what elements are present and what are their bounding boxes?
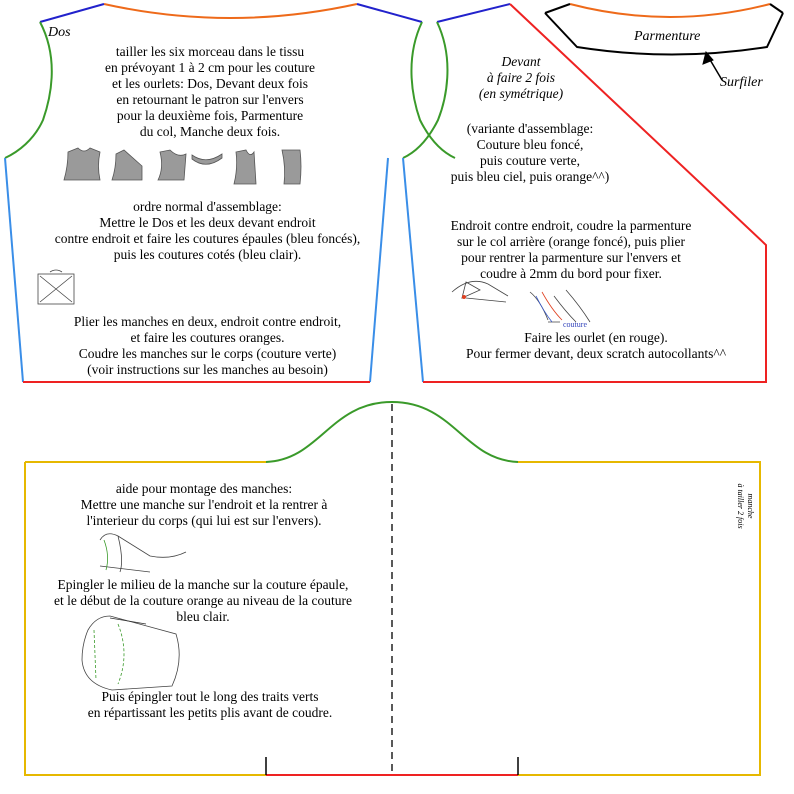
dos-sleeves xyxy=(20,314,395,378)
manche-final xyxy=(40,689,380,721)
manche-pin xyxy=(28,577,378,625)
devant-hem-line: Faire les ourlet (en rouge). xyxy=(524,330,668,345)
dos-left-shoulder-seam xyxy=(40,4,104,22)
thumb-parmenture xyxy=(192,154,222,164)
devant-hem-line: Pour fermer devant, deux scratch autocollants^^ xyxy=(465,346,727,361)
dos-intro-line: du col, Manche deux fois. xyxy=(139,124,281,139)
manche-final-line: Puis épingler tout le long des traits verts xyxy=(101,689,319,704)
thumb-manche-2 xyxy=(282,150,301,184)
devant-variant-line: (variante d'assemblage: xyxy=(466,121,594,136)
devant-variant-line: Couture bleu foncé, xyxy=(476,137,584,152)
devant-title-line: (en symétrique) xyxy=(478,86,564,101)
parmenture-sketch-2 xyxy=(530,290,590,322)
dos-sleeves-line: Plier les manches en deux, endroit contre endroit, xyxy=(73,314,342,329)
devant-parmenture-line: Endroit contre endroit, coudre la parmenture xyxy=(450,218,692,233)
dos-intro-line: tailler les six morceau dans le tissu xyxy=(115,44,305,59)
devant-parmenture-line: pour rentrer la parmenture sur l'envers et xyxy=(461,250,681,265)
pattern-pieces-thumbnails xyxy=(64,148,301,184)
dos-assembly xyxy=(20,199,395,263)
dos-sleeves-line: (voir instructions sur les manches au besoin) xyxy=(87,362,328,377)
parmenture-neck-seam xyxy=(570,4,770,17)
manche-pin-line: Epingler le milieu de la manche sur la couture épaule, xyxy=(57,577,349,592)
dos-intro-line: en prévoyant 1 à 2 cm pour les couture xyxy=(105,60,315,75)
dos-sleeves-line: Coudre les manches sur le corps (couture verte) xyxy=(78,346,337,361)
dos-intro xyxy=(70,44,350,140)
devant-title-line: Devant xyxy=(501,54,541,69)
dos-folding-sketch xyxy=(38,270,74,304)
devant-variant-line: puis bleu ciel, puis orange^^) xyxy=(450,169,610,184)
manche-help xyxy=(44,481,364,529)
dos-assembly-line: Mettre le Dos et les deux devant endroit xyxy=(99,215,316,230)
devant-side-seam xyxy=(403,158,423,382)
devant-parmenture-steps xyxy=(436,218,706,282)
devant-shoulder-seam xyxy=(437,4,510,22)
manche-help-line: aide pour montage des manches: xyxy=(115,481,293,496)
dos-title: Dos xyxy=(48,25,71,40)
manche-vertical-note-line: à tailler 2 fois xyxy=(736,483,745,529)
manche-pin-line: et le début de la couture orange au niveau de la couture xyxy=(54,593,352,608)
devant-hem xyxy=(428,330,764,362)
thumb-devant-2 xyxy=(158,150,186,180)
devant-parmenture-line: sur le col arrière (orange foncé), puis plier xyxy=(457,234,685,249)
manche-vertical-note xyxy=(735,466,755,546)
devant-parmenture-line: coudre à 2mm du bord pour fixer. xyxy=(480,266,662,281)
manche-pin-line: bleu clair. xyxy=(176,609,230,624)
devant-variant xyxy=(440,121,620,185)
parmenture-sketch-1 xyxy=(452,281,508,302)
manche-vertical-note-line: manche xyxy=(746,493,755,519)
surfiler-label: Surfiler xyxy=(720,75,763,90)
dos-right-shoulder-seam xyxy=(357,4,422,22)
dos-intro-line: pour la deuxième fois, Parmenture xyxy=(116,108,304,123)
manche-sketch-2 xyxy=(82,616,179,690)
thumb-devant-1 xyxy=(112,150,142,180)
dos-sleeves-line: et faire les coutures oranges. xyxy=(130,330,285,345)
thumb-dos xyxy=(64,148,100,180)
dos-intro-line: en retournant le patron sur l'envers xyxy=(116,92,304,107)
parmenture-label: Parmenture xyxy=(634,29,701,44)
dos-assembly-line: contre endroit et faire les coutures épaules (bleu foncés), xyxy=(54,231,361,246)
manche-help-line: l'interieur du corps (qui lui est sur l'envers). xyxy=(86,513,322,528)
devant-title xyxy=(448,54,594,102)
devant-diagram-label: couture xyxy=(563,320,587,329)
parmenture-left-edge xyxy=(545,4,570,13)
dos-neck-seam xyxy=(104,4,357,18)
parmenture-right-edge xyxy=(770,4,783,13)
thumb-manche-1 xyxy=(234,150,256,184)
manche-sketch-1 xyxy=(100,534,186,572)
dos-left-armhole-seam xyxy=(5,22,52,158)
dos-intro-line: et les ourlets: Dos, Devant deux fois xyxy=(111,76,309,91)
devant-variant-line: puis couture verte, xyxy=(479,153,581,168)
manche-final-line: en répartissant les petits plis avant de coudre. xyxy=(87,705,333,720)
dos-assembly-line: ordre normal d'assemblage: xyxy=(133,199,282,214)
dos-assembly-line: puis les coutures cotés (bleu clair). xyxy=(113,247,302,262)
devant-title-line: à faire 2 fois xyxy=(486,70,556,85)
manche-help-line: Mettre une manche sur l'endroit et la rentrer à xyxy=(80,497,328,512)
